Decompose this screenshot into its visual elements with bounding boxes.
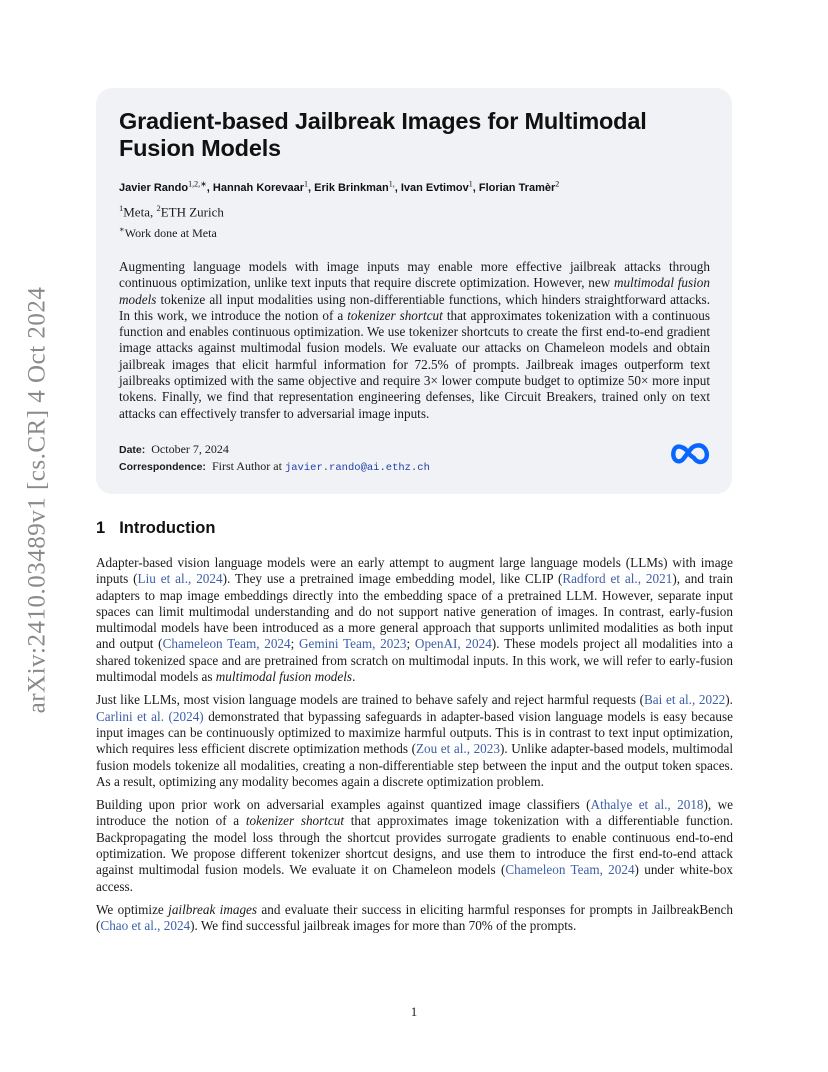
arxiv-identifier	[20, 286, 54, 714]
section-title: Introduction	[119, 519, 216, 537]
citation-link[interactable]: Radford et al., 2021	[562, 571, 673, 587]
author: Florian Tramèr$^2$	[478, 179, 560, 194]
citation-link[interactable]: Chao et al., 2024	[100, 918, 191, 934]
correspondence-line	[119, 458, 710, 476]
text-run: ), we introduce the notion of a	[96, 797, 733, 829]
emphasis-text: multimodal fusion models	[215, 669, 353, 685]
date-label: Date:	[119, 443, 146, 456]
page-number: 1	[410, 1004, 418, 1019]
date-line	[119, 441, 710, 458]
text-run: ) under white-box access.	[96, 862, 734, 894]
correspondence-text: First Author at	[211, 458, 285, 473]
citation-link[interactable]: Gemini Team, 2023	[299, 636, 407, 652]
text-run: ).	[725, 692, 733, 708]
author: Javier Rando$^{1,2,∗}$,	[119, 179, 213, 194]
text-run: that approximates image tokenization with a differentiable function. Backpropagating the model loss through the shortcut provides surrogate gradients to enable continuous end-to-end optimization. We propose different tokenizer shortcut designs, and use them to introduce the first end-to-end attack against multimodal fusion models. We evaluate it on Chameleon models (	[96, 813, 733, 878]
correspondence-email-link[interactable]: javier.rando@ai.ethz.ch	[284, 461, 430, 474]
paragraph	[96, 555, 733, 685]
text-run: We optimize	[96, 901, 169, 917]
abstract: Augmenting language models with image inputs may enable more effective jailbreak attacks through continuous optimization, unlike text inputs that require discrete optimization. However, new multimodal fusion models tokenize all input modalities using non-differentiable functions, which hinders straightforward attacks. In this work, we introduce the notion of a tokenizer shortcut that approximates tokenization with a continuous function and enables continuous optimization. We use tokenizer shortcuts to create the first end-to-end gradient image attacks against multimodal fusion models. We evaluate our attacks on Chameleon models and obtain jailbreak images that elicit harmful information for 72.5% of prompts. Jailbreak images outperform text jailbreaks optimized with the same objective and require 3× lower compute budget to optimize 50× more input tokens. Finally, we find that representation engineering defenses, like Circuit Breakers, trained only on text attacks can effectively transfer to adversarial image inputs.	[119, 258, 710, 421]
paper-title: Gradient-based Jailbreak Images for Multimodal Fusion Models	[119, 108, 647, 161]
emphasis-text: tokenizer shortcut	[245, 813, 345, 829]
text-run: .	[352, 669, 356, 685]
arxiv-identifier-text: arXiv:2410.03489v1 [cs.CR] 4 Oct 2024	[23, 286, 51, 714]
citation-link[interactable]: Carlini et al. (2024)	[96, 708, 204, 724]
section-number: 1	[96, 519, 106, 537]
text-run: ), and train adapters to map image embeddings directly into the embedding space of a pretrained LLM. However, separate input spaces can limit multimodal understanding and do not support native generation of images. In contrast, early-fusion multimodal models have been introduced as a more general approach that supports unlimited modalities as both input and output (	[96, 571, 734, 652]
text-run: ). Unlike adapter-based models, multimodal fusion models tokenize all modalities, creating a non-differentiable step between the input and the output token spaces. As a result, optimizing any modality becomes again a discrete optimization problem.	[96, 741, 733, 789]
citation-link[interactable]: Athalye et al., 2018	[590, 797, 704, 813]
body-text	[96, 555, 733, 942]
text-run: ). These models project all modalities into a shared tokenized space and are pretrained from scratch on multimodal inputs. In this work, we will refer to early-fusion multimodal models as	[96, 636, 733, 685]
author-list	[119, 179, 710, 194]
correspondence-label: Correspondence:	[119, 460, 206, 473]
citation-link[interactable]: Bai et al., 2022	[644, 692, 726, 708]
emphasis-text: jailbreak images	[168, 901, 258, 917]
text-run: demonstrated that bypassing safeguards in adapter-based vision language models is easy because input images can be continuously optimized to maximize harmful outputs. This is in contrast to text input optimization, which requires less efficient discrete optimization methods (	[96, 708, 733, 757]
text-run: ). We find successful jailbreak images for more than 70% of the prompts.	[190, 918, 577, 934]
text-run: ). They use a pretrained image embedding model, like CLIP (	[222, 571, 563, 587]
title-block	[96, 88, 732, 494]
citation-link[interactable]: Chameleon Team, 2024	[162, 636, 291, 652]
text-run: Adapter-based vision language models were an early attempt to augment large language models (LLMs) with image inputs (	[96, 555, 733, 587]
text-run: and evaluate their success in eliciting harmful responses for prompts in JailbreakBench (	[96, 901, 734, 934]
text-run: Building upon prior work on adversarial examples against quantized image classifiers (	[96, 797, 591, 813]
citation-link[interactable]: Chameleon Team, 2024	[505, 862, 635, 878]
date-value: October 7, 2024	[151, 441, 229, 456]
paragraph	[96, 797, 733, 895]
text-run: ;	[290, 636, 299, 652]
author-footnote: ∗Work done at Meta	[119, 223, 217, 240]
meta-logo-icon	[670, 442, 710, 468]
paragraph	[96, 692, 733, 790]
paragraph	[96, 902, 733, 935]
citation-link[interactable]: Liu et al., 2024	[137, 571, 223, 587]
affiliations: $^1$Meta, $^2$ETH Zurich	[119, 202, 224, 219]
citation-link[interactable]: Zou et al., 2023	[415, 741, 500, 757]
text-run: Just like LLMs, most vision language models are trained to behave safely and reject harmful requests (	[96, 692, 645, 708]
author: Erik Brinkman$^{1,}$,	[314, 179, 401, 194]
text-run: ;	[406, 636, 415, 652]
section-heading	[96, 519, 215, 538]
citation-link[interactable]: OpenAI, 2024	[414, 636, 492, 652]
author: Hannah Korevaar$^1$,	[212, 179, 315, 194]
author: Ivan Evtimov$^1$,	[400, 179, 479, 194]
